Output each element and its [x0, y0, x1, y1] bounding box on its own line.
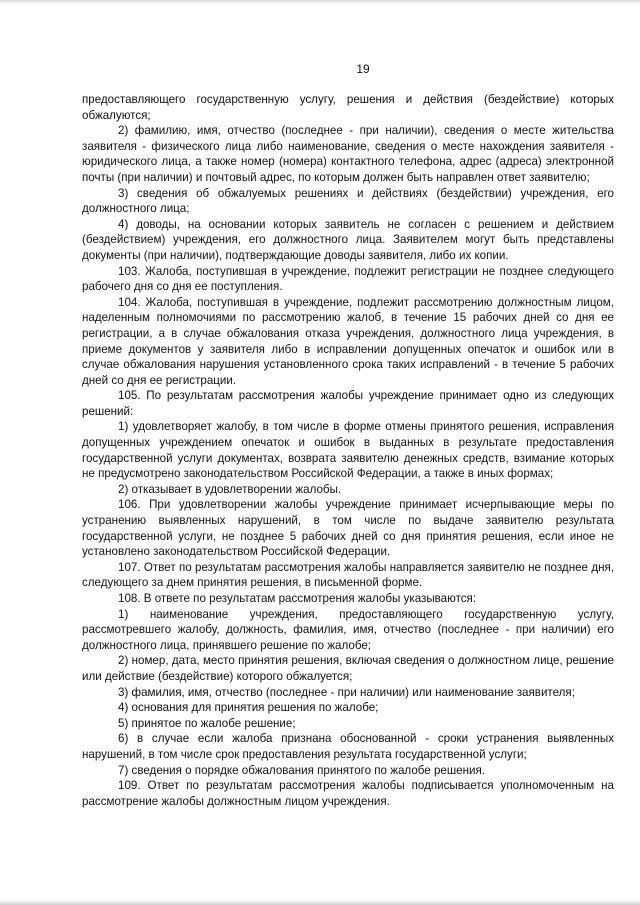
- paragraph-item-2: 2) фамилию, имя, отчество (последнее - при наличии), сведения о месте жительства заявителя - физического лица либо наименование, сведения о месте нахождения заявителя - юридического лица, а также номер (номера) контактного телефона, адрес (адреса) электронной почты (при наличии) и почтовый адрес, по которым должен быть направлен ответ заявителю;: [82, 124, 614, 184]
- paragraph-105-item-1: 1) удовлетворяет жалобу, в том числе в форме отмены принятого решения, исправления допущенных учреждением опечаток и ошибок в выданных в результате предоставления государственной услуги документах, возврата заявителю денежных средств, взимание которых не предусмотрено законодательством Российской Федерации, а также в иных формах;: [82, 420, 614, 481]
- paragraph-105-item-2: 2) отказывает в удовлетворении жалобы.: [118, 482, 342, 496]
- paragraph-item-3: 3) сведения об обжалуемых решениях и действиях (бездействии) учреждения, его должностного лица;: [82, 186, 614, 216]
- paragraph-108-item-1: 1) наименование учреждения, предоставляющего государственную услугу, рассмотревшего жалобу, должность, фамилия, имя, отчество (последнее - при наличии) его должностного лица, принявшего решение по жалобе;: [82, 607, 614, 652]
- paragraph-105: 105. По результатам рассмотрения жалобы учреждение принимает одно из следующих решений:: [82, 389, 614, 418]
- paragraph-item-4: 4) доводы, на основании которых заявитель не согласен с решением и действием (бездействием) учреждения, его должностного лица. Заявителем могут быть представлены документы (при наличии), подтверждающие доводы заявителя, либо их копии.: [82, 217, 614, 262]
- paragraph-106: 106. При удовлетворении жалобы учреждение принимает исчерпывающие меры по устранению выявленных нарушений, в том числе по выдаче заявителю результата государственной услуги, не позднее 5 рабочих дней со дня принятия решения, если иное не установлено законодательством Российской Федерации.: [82, 498, 614, 559]
- page-number: 19: [356, 62, 370, 76]
- paragraph-103: 103. Жалоба, поступившая в учреждение, подлежит регистрации не позднее следующего рабочего дня со дня ее поступления.: [82, 264, 614, 294]
- scan-edge-top: [0, 0, 640, 4]
- paragraph-108-item-2: 2) номер, дата, место принятия решения, включая сведения о должностном лице, решение или действие (бездействие) которого обжалуется;: [82, 654, 614, 683]
- paragraph-109: 109. Ответ по результатам рассмотрения жалобы подписывается уполномоченным на рассмотрение жалобы должностным лицом учреждения.: [82, 779, 614, 808]
- paragraph-continuation: предоставляющего государственную услугу, решения и действия (бездействие) которых обжалуются;: [82, 93, 614, 122]
- paragraph-108-item-4: 4) основания для принятия решения по жалобе;: [118, 701, 379, 715]
- paragraph-108-item-3: 3) фамилия, имя, отчество (последнее - при наличии) или наименование заявителя;: [118, 685, 575, 699]
- scan-edge-bottom: [0, 900, 640, 905]
- paragraph-107: 107. Ответ по результатам рассмотрения жалобы направляется заявителю не позднее дня, следующего за днем принятия решения, в письменной форме.: [82, 560, 614, 590]
- paragraph-108-item-7: 7) сведения о порядке обжалования принятого по жалобе решения.: [118, 763, 485, 777]
- paragraph-108-item-5: 5) принятое по жалобе решение;: [118, 716, 296, 730]
- paragraph-108-item-6: 6) в случае если жалоба признана обоснованной - сроки устранения выявленных нарушений, в том числе срок предоставления результата государственной услуги;: [82, 732, 614, 761]
- paragraph-104: 104. Жалоба, поступившая в учреждение, подлежит рассмотрению должностным лицом, наделенным полномочиями по рассмотрению жалоб, в течение 15 рабочих дней со дня ее регистрации, а в случае обжалования отказа учреждения, должностного лица учреждения, в приеме документов у заявителя либо в исправлении допущенных опечаток и ошибок или в случае обжалования нарушения установленного срока таких исправлений - в течение 5 рабочих дней со дня ее регистрации.: [82, 295, 614, 387]
- paragraph-108: 108. В ответе по результатам рассмотрения жалобы указываются:: [118, 592, 477, 605]
